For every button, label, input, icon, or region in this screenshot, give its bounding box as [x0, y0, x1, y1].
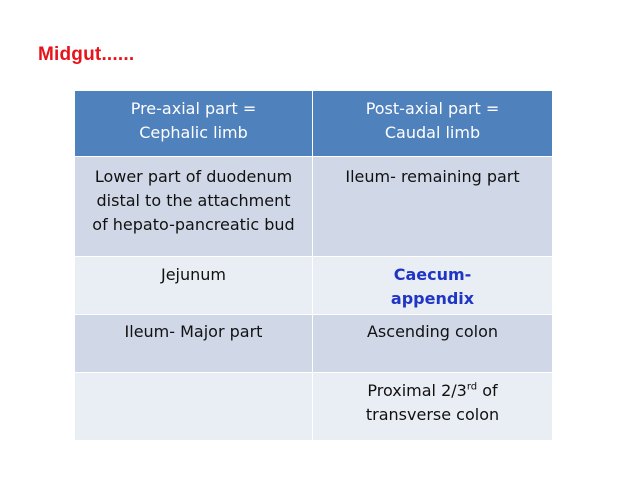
cell-pre-axial [75, 315, 313, 373]
table-row [75, 257, 553, 315]
header-row [75, 91, 553, 157]
cell-line: Ileum- remaining part [345, 167, 520, 186]
cell-line-highlight: appendix [390, 289, 475, 308]
cell-post-axial [313, 315, 553, 373]
cell-line: Jejunum [160, 265, 226, 284]
table-row [75, 315, 553, 373]
header-post-axial [313, 91, 553, 157]
cell-line [317, 379, 548, 403]
cell-text: of [477, 381, 498, 400]
header-line: Pre-axial part = [130, 99, 257, 118]
cell-line: Ileum- Major part [124, 322, 263, 341]
cell-line: transverse colon [365, 405, 500, 424]
header-line: Cephalic limb [139, 123, 248, 142]
slide-title: Midgut...... [38, 44, 135, 65]
cell-post-axial [313, 157, 553, 257]
cell-line: Ascending colon [366, 322, 498, 341]
cell-text: Proximal 2/3 [367, 381, 467, 400]
cell-line: of hepato-pancreatic bud [92, 215, 295, 234]
cell-post-axial [313, 373, 553, 441]
cell-pre-axial [75, 157, 313, 257]
table-row [75, 373, 553, 441]
header-line: Post-axial part = [365, 99, 500, 118]
table-row [75, 157, 553, 257]
header-line: Caudal limb [384, 123, 481, 142]
superscript: rd [466, 381, 478, 393]
cell-pre-axial [75, 257, 313, 315]
midgut-table [74, 90, 553, 441]
cell-post-axial [313, 257, 553, 315]
cell-pre-axial-empty [75, 373, 313, 441]
cell-line: Lower part of duodenum [94, 167, 293, 186]
cell-line-highlight: Caecum- [393, 265, 472, 284]
cell-line: distal to the attachment [96, 191, 291, 210]
header-pre-axial [75, 91, 313, 157]
